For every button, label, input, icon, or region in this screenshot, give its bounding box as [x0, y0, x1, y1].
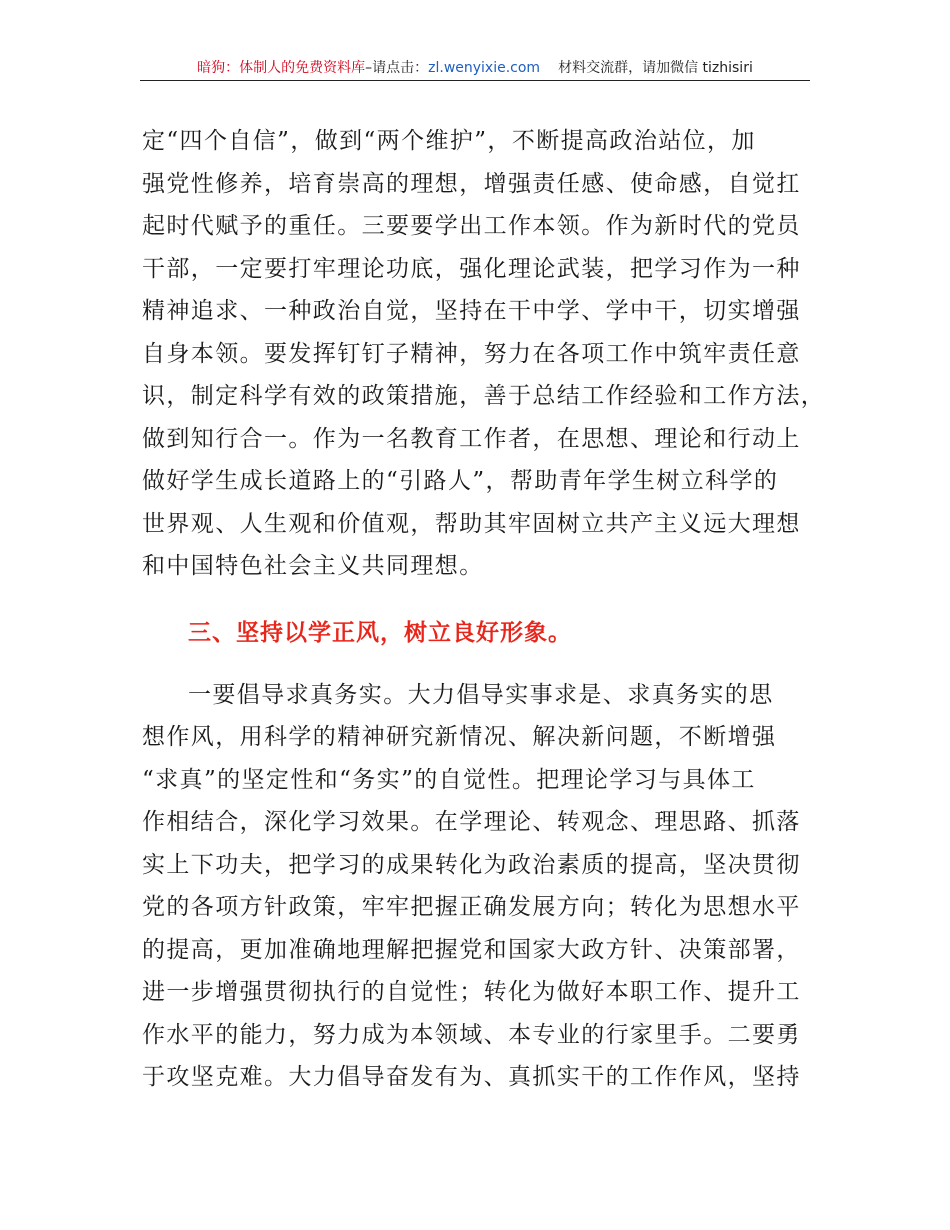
header-prompt: –请点击： — [365, 60, 429, 76]
paragraph-line: 作相结合，深化学习效果。在学理论、转观念、理思路、抓落 — [142, 809, 801, 835]
paragraph-line: 和中国特色社会主义共同理想。 — [142, 553, 484, 579]
paragraph-line: 精神追求、一种政治自觉，坚持在干中学、学中干，切实增强 — [142, 298, 801, 324]
document-body — [142, 120, 826, 1099]
paragraph-line: 一要倡导求真务实。大力倡导实事求是、求真务实的思 — [188, 681, 774, 708]
paragraph-line: 做好学生成长道路上的“引路人”，帮助青年学生树立科学的 — [142, 468, 779, 494]
paragraph-line: “求真”的坚定性和“务实”的自觉性。把理论学习与具体工 — [142, 766, 756, 793]
paragraph-line: 作水平的能力，努力成为本领域、本专业的行家里手。二要勇 — [142, 1021, 801, 1048]
paragraph-line: 于攻坚克难。大力倡导奋发有为、真抓实干的工作作风，坚持 — [142, 1064, 801, 1090]
paragraph-line: 起时代赋予的重任。三要要学出工作本领。作为新时代的党员 — [142, 213, 801, 239]
paragraph-1 — [142, 120, 826, 588]
paragraph-line: 的提高，更加准确地理解把握党和国家大政方针、决策部署， — [142, 936, 801, 963]
paragraph-line: 实上下功夫，把学习的成果转化为政治素质的提高，坚决贯彻 — [142, 851, 801, 878]
paragraph-line: 自身本领。要发挥钉钉子精神，努力在各项工作中筑牢责任意 — [142, 340, 801, 367]
paragraph-line: 定“四个自信”，做到“两个维护”，不断提高政治站位，加 — [142, 128, 756, 154]
paragraph-line: 干部，一定要打牢理论功底，强化理论武装，把学习作为一种 — [142, 255, 801, 282]
paragraph-line: 做到知行合一。作为一名教育工作者，在思想、理论和行动上 — [142, 425, 801, 452]
paragraph-line: 识，制定科学有效的政策措施，善于总结工作经验和工作方法， — [142, 383, 826, 409]
paragraph-line: 强党性修养，培育崇高的理想，增强责任感、使命感，自觉扛 — [142, 170, 801, 197]
paragraph-line: 党的各项方针政策，牢牢把握正确发展方向；转化为思想水平 — [142, 894, 801, 920]
header-group-info: 材料交流群，请加微信 tizhisiri — [558, 60, 753, 76]
paragraph-2 — [142, 674, 814, 1099]
section-heading-3: 三、坚持以学正风，树立良好形象。 — [188, 619, 572, 646]
paragraph-line: 世界观、人生观和价值观，帮助其牢固树立共产主义远大理想 — [142, 510, 801, 537]
header-url-link[interactable]: zl.wenyixie.com — [428, 60, 541, 76]
header-brand: 暗狗：体制人的免费资料库 — [197, 60, 366, 76]
paragraph-line: 进一步增强贯彻执行的自觉性；转化为做好本职工作、提升工 — [142, 979, 801, 1005]
paragraph-line: 想作风，用科学的精神研究新情况、解决新问题，不断增强 — [142, 724, 777, 750]
page-header — [140, 58, 810, 81]
